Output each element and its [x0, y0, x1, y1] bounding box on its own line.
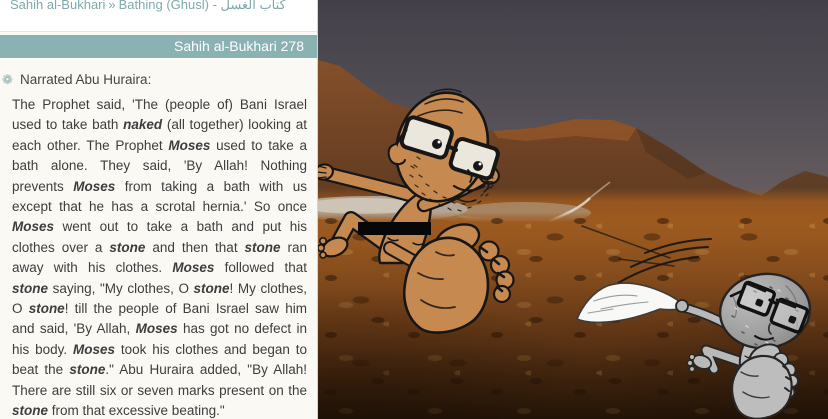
breadcrumb-book-link[interactable]: Bathing (Ghusl) [118, 0, 209, 12]
ground-swoosh-lines [582, 226, 674, 266]
narrator-line [2, 72, 307, 87]
breadcrumb-book-arabic-link[interactable]: كتاب الغسل [220, 0, 286, 12]
stone-head [716, 269, 814, 353]
stone-hand [676, 300, 688, 312]
stone-character-illustration [577, 226, 814, 419]
hadith-body [0, 58, 317, 419]
narrator-label: Narrated Abu Huraira: [20, 72, 152, 87]
hadith-text: The Prophet said, 'The (people of) Bani Israel used to take bath naked (all together) looking at each other. The Prophet Moses used to take a bath alone. They said, 'By Allah! Nothing prevents Moses from taking a bath with us except that he has a scrotal hernia.' So once Moses went out to take a bath and put his clothes over a stone and then that stone ran away with his clothes. Moses followed that stone saying, "My clothes, O stone! My clothes, O stone! till the people of Bani Israel saw him and said, 'By Allah, Moses has got no defect in his body. Moses took his clothes and began to beat the stone." Abu Huraira added, "By Allah! There are still six or seven marks present on the stone from that excessive beating." [12, 97, 308, 419]
hadith-reference-label: Sahih al-Bukhari 278 [174, 38, 304, 54]
desert-meme-photo [318, 0, 828, 419]
clothes-cloth-illustration [577, 283, 687, 322]
hadith-page-panel [0, 0, 318, 419]
breadcrumb [0, 0, 317, 32]
breadcrumb-separator: » [108, 0, 116, 12]
hadith-ornament-icon: ❁ [2, 72, 13, 87]
naked-runner-illustration [318, 82, 514, 333]
cartoon-figures [318, 0, 828, 419]
breadcrumb-dash: - [212, 0, 217, 12]
censor-bar [358, 222, 431, 235]
breadcrumb-collection-link[interactable]: Sahih al-Bukhari [10, 0, 106, 12]
hadith-reference-bar [0, 35, 317, 58]
